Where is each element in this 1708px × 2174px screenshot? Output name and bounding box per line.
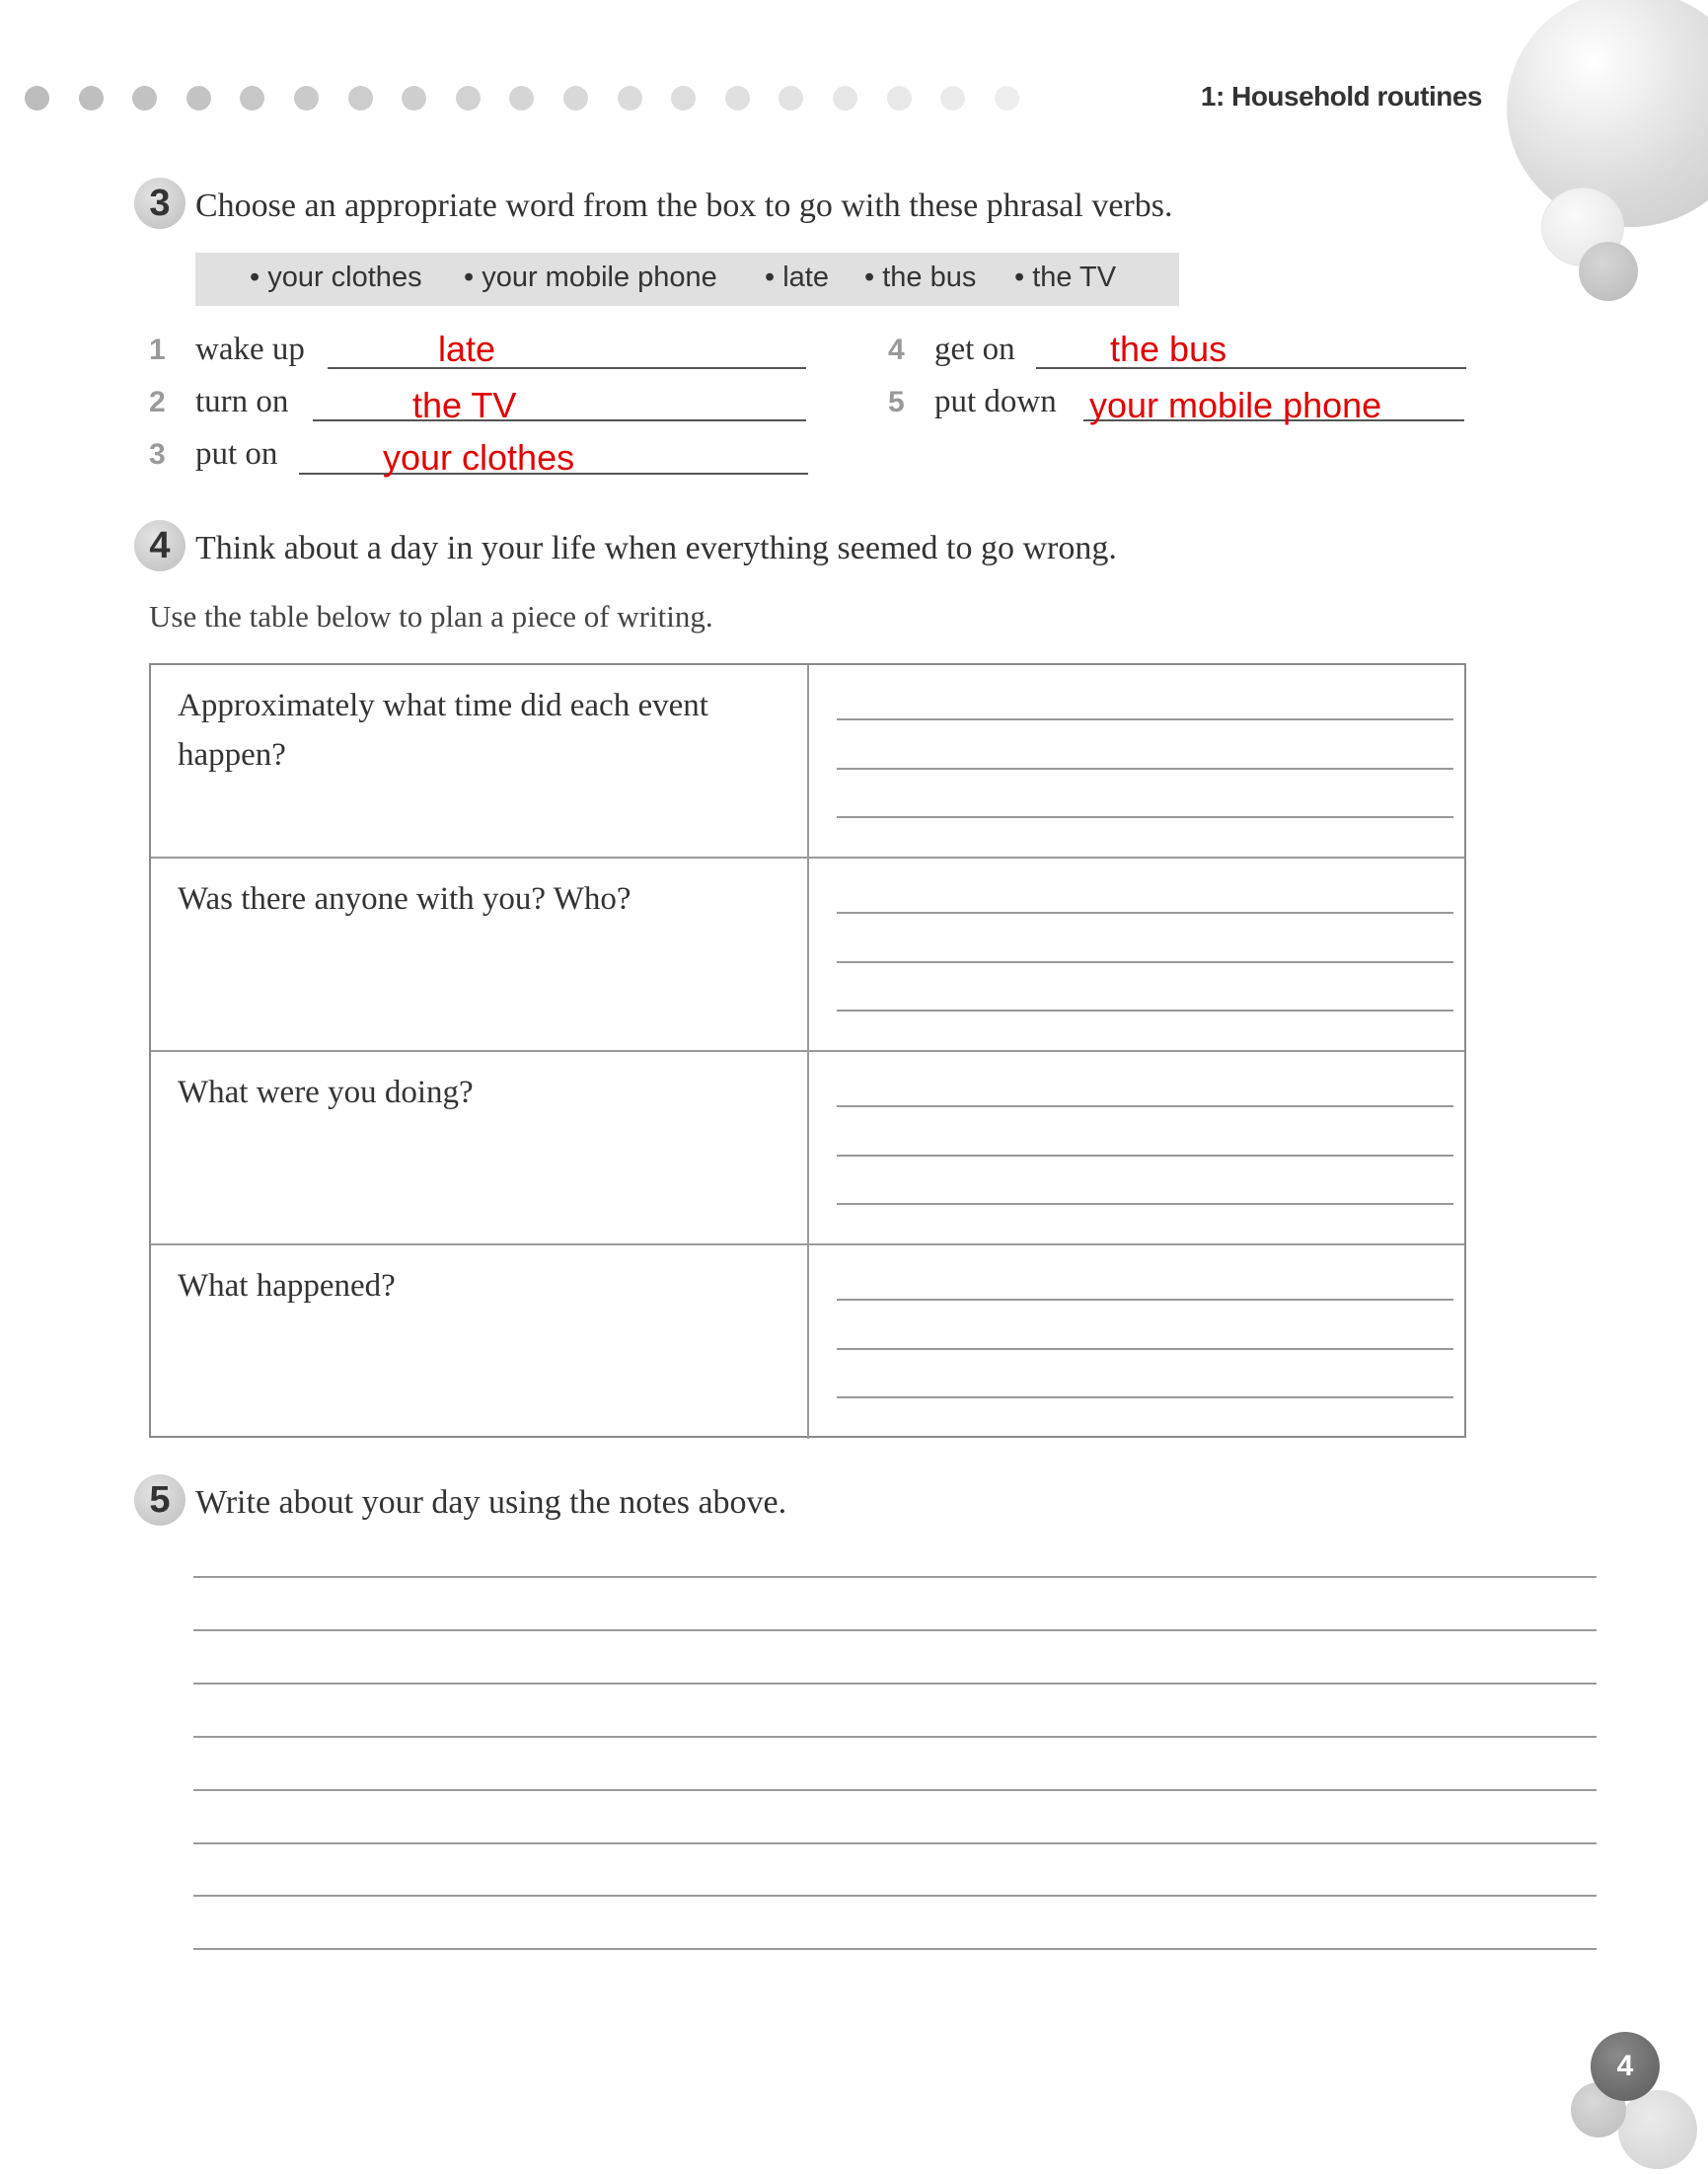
writing-line[interactable] [193, 1842, 1597, 1844]
table-row [151, 665, 1464, 859]
item-verb: turn on [195, 384, 289, 419]
answer-text: late [438, 329, 496, 369]
question-cell [151, 859, 809, 1050]
exercise-3-title: Choose an appropriate word from the box to go with these phrasal verbs. [195, 187, 1173, 224]
writing-line[interactable] [193, 1789, 1597, 1791]
notes-line[interactable] [837, 816, 1453, 818]
progress-dot [833, 86, 857, 111]
notes-line[interactable] [837, 1348, 1453, 1350]
exercise-3-number: 3 [134, 178, 186, 229]
answer-text: the TV [412, 385, 517, 425]
exercise-4-number: 4 [134, 520, 186, 571]
notes-line[interactable] [837, 1299, 1453, 1301]
progress-dot [240, 86, 264, 111]
question-text: What were you doing? [178, 1075, 474, 1110]
notes-line[interactable] [837, 961, 1453, 963]
notes-line[interactable] [837, 718, 1453, 720]
writing-line[interactable] [193, 1683, 1597, 1685]
word-box [195, 253, 1179, 306]
progress-dot [618, 86, 642, 111]
progress-dot [725, 86, 750, 111]
decorative-bubble-large [1507, 0, 1708, 227]
exercise-4-title: Think about a day in your life when everything seemed to go wrong. [195, 530, 1117, 566]
item-number: 4 [888, 334, 905, 366]
decorative-bubble-bottom [1618, 2090, 1697, 2169]
question-text: Was there anyone with you? Who? [178, 881, 631, 917]
table-row [151, 1052, 1464, 1245]
notes-line[interactable] [837, 1203, 1453, 1205]
answer-text: your mobile phone [1089, 385, 1382, 425]
progress-dot [402, 86, 426, 111]
progress-dot [456, 86, 481, 111]
progress-dot [348, 86, 373, 111]
planning-table [149, 663, 1466, 1438]
answer-line[interactable] [1036, 367, 1466, 369]
exercise-4-instruction: Use the table below to plan a piece of writing. [149, 599, 713, 634]
page-number: 4 [1591, 2032, 1660, 2101]
progress-dot [509, 86, 534, 111]
word-box-item: • late [765, 262, 829, 293]
progress-dot [887, 86, 912, 111]
progress-dots [25, 86, 1031, 112]
progress-dot [25, 86, 49, 111]
writing-line[interactable] [193, 1629, 1597, 1631]
question-cell [151, 1245, 809, 1439]
item-number: 2 [149, 386, 166, 418]
notes-line[interactable] [837, 1155, 1453, 1157]
progress-dot [186, 86, 211, 111]
answer-text: the bus [1110, 329, 1227, 369]
decorative-bubble-small [1579, 242, 1638, 301]
item-verb: wake up [195, 332, 305, 367]
question-cell [151, 1052, 809, 1243]
table-row [151, 859, 1464, 1052]
progress-dot [563, 86, 588, 111]
item-verb: put on [195, 436, 278, 472]
item-number: 5 [888, 386, 905, 418]
word-box-item: • your mobile phone [464, 262, 717, 293]
writing-line[interactable] [193, 1736, 1597, 1738]
word-box-item: • the TV [1014, 262, 1117, 293]
word-box-item: • your clothes [250, 262, 422, 293]
notes-line[interactable] [837, 912, 1453, 914]
progress-dot [779, 86, 803, 111]
answer-line[interactable] [328, 367, 806, 369]
writing-line[interactable] [193, 1576, 1597, 1578]
word-box-item: • the bus [864, 262, 977, 293]
question-text: What happened? [178, 1268, 396, 1304]
progress-dot [995, 86, 1019, 111]
item-number: 1 [149, 334, 166, 366]
item-number: 3 [149, 438, 166, 471]
answer-line[interactable] [313, 419, 806, 421]
notes-line[interactable] [837, 1396, 1453, 1398]
progress-dot [940, 86, 965, 111]
progress-dot [671, 86, 696, 111]
exercise-5-title: Write about your day using the notes above. [195, 1484, 787, 1521]
notes-line[interactable] [837, 1105, 1453, 1107]
exercise-5-number: 5 [134, 1474, 186, 1526]
notes-line[interactable] [837, 768, 1453, 770]
answer-text: your clothes [383, 437, 575, 478]
writing-line[interactable] [193, 1948, 1597, 1950]
progress-dot [79, 86, 104, 111]
question-text: Approximately what time did each event happen? [178, 688, 708, 773]
item-verb: get on [934, 332, 1015, 367]
writing-line[interactable] [193, 1895, 1597, 1897]
item-verb: put down [934, 384, 1057, 419]
question-cell [151, 665, 809, 857]
table-row [151, 1245, 1464, 1439]
progress-dot [132, 86, 157, 111]
notes-line[interactable] [837, 1010, 1453, 1012]
progress-dot [294, 86, 319, 111]
section-title: 1: Household routines [1200, 81, 1482, 112]
